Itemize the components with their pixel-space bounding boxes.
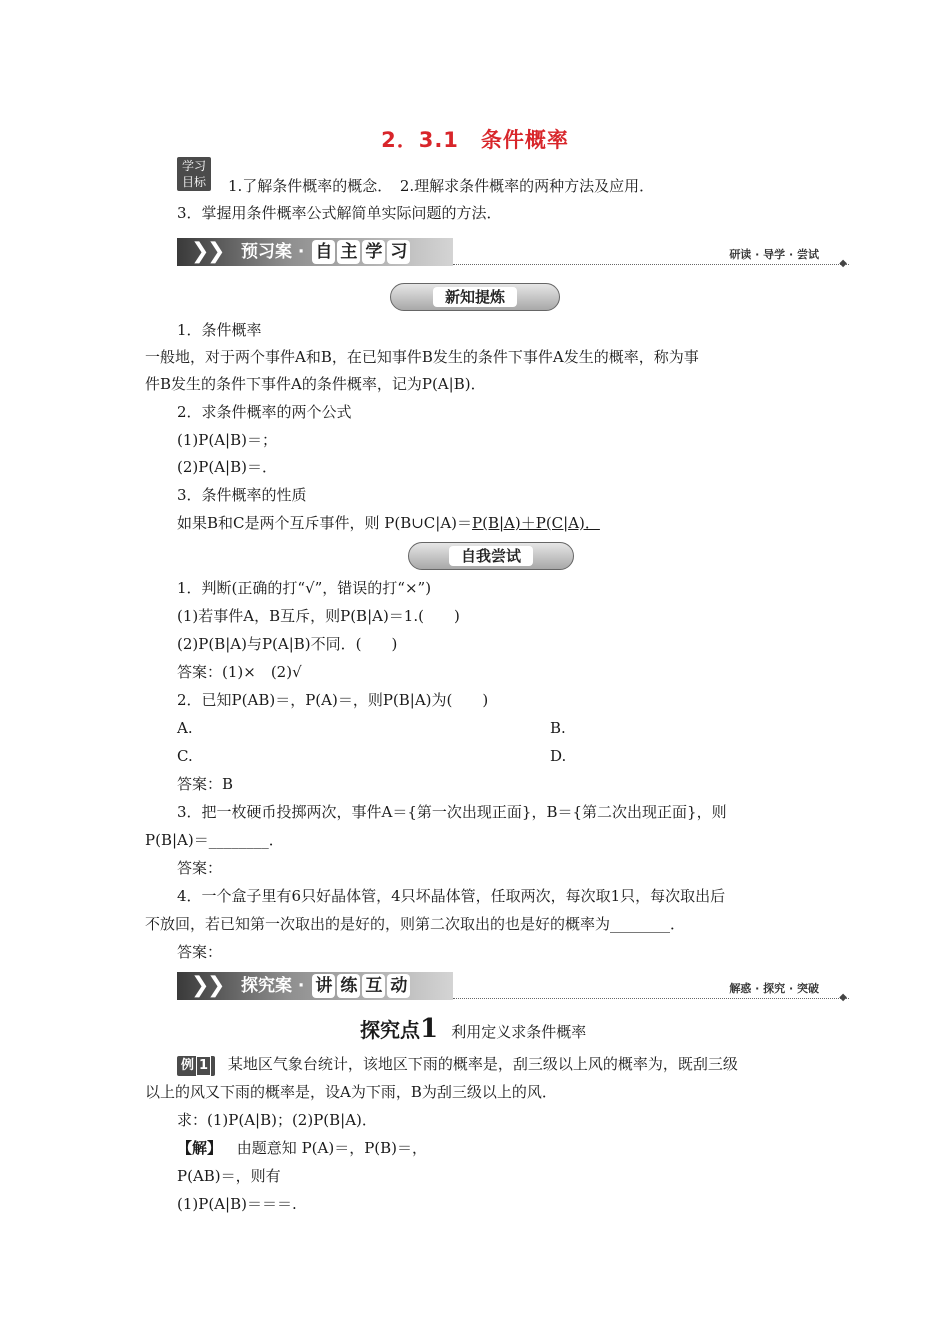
banner-tagline: 解惑 · 探究 · 突破: [729, 982, 819, 995]
solution-line-3: (1)P(A|B)＝＝＝.: [177, 1195, 297, 1213]
banner-label: [241, 974, 410, 998]
banner-dotted-rule: [453, 264, 849, 265]
badge-line-2: 目标: [181, 175, 206, 189]
definition-line-1: 一般地，对于两个事件A和B，在已知事件B发生的条件下事件A发生的概率，称为事: [145, 348, 699, 366]
question-3-line-2: P(B|A)＝________．: [145, 831, 284, 849]
banner-boxed-char: 动: [387, 974, 410, 998]
banner-boxed-char: 自: [312, 240, 335, 264]
diamond-icon: ◆: [839, 258, 847, 269]
example-number: 1: [196, 1056, 211, 1076]
question-1a: (1)若事件A，B互斥，则P(B|A)＝1.( ): [177, 607, 460, 625]
banner-dotted-rule: [453, 998, 849, 999]
question-4-line-1: 4．一个盒子里有6只好晶体管，4只坏晶体管，任取两次，每次取1只，每次取出后: [177, 887, 726, 905]
example-1-line-2: 以上的风又下雨的概率是，设A为下雨，B为刮三级以上的风．: [145, 1083, 557, 1101]
banner-boxed-char: 学: [362, 240, 385, 264]
heading-two-formulas: 2．求条件概率的两个公式: [177, 403, 352, 421]
example-1-line-1: [177, 1054, 738, 1076]
formula-1: (1)P(A|B)＝；: [177, 431, 277, 449]
option-c: C.: [177, 747, 193, 765]
heading-properties: 3．条件概率的性质: [177, 486, 307, 504]
answer-3: 答案：: [177, 859, 223, 877]
solution-text: 由题意知 P(A)＝，P(B)＝，: [236, 1139, 428, 1157]
banner-tagline: 研读 · 导学 · 尝试: [729, 248, 819, 261]
banner-label-text: 探究案: [241, 976, 292, 996]
banner-separator: ·: [297, 242, 305, 262]
definition-line-2: 件B发生的条件下事件A的条件概率，记为P(A|B)．: [145, 375, 486, 393]
question-1b: (2)P(B|A)与P(A|B)不同．( ): [177, 635, 398, 653]
explore-point-word: 探究点: [360, 1018, 420, 1042]
banner-boxed-char: 主: [337, 240, 360, 264]
formula-2: (2)P(A|B)＝．: [177, 458, 277, 476]
banner-boxed-char: 互: [362, 974, 385, 998]
property-line: [177, 513, 600, 533]
question-3-line-1: 3．把一枚硬币投掷两次，事件A＝{第一次出现正面}，B＝{第二次出现正面}，则: [177, 803, 727, 821]
solution-line-1: [177, 1138, 427, 1158]
explore-point-heading: [360, 1014, 586, 1044]
option-d: D.: [550, 747, 567, 765]
answer-1: 答案：(1)× (2)√: [177, 663, 302, 681]
explore-point-number: 1: [420, 1014, 439, 1044]
banner-boxed-char: 练: [337, 974, 360, 998]
solution-tag: 【解】: [177, 1139, 223, 1157]
banner-boxed-char: 讲: [312, 974, 335, 998]
solution-line-2: P(AB)＝，则有: [177, 1167, 281, 1185]
explore-point-description: 利用定义求条件概率: [451, 1023, 587, 1041]
badge-line-1: 学习: [181, 159, 206, 173]
banner-separator: ·: [297, 976, 305, 996]
answer-4: 答案：: [177, 943, 223, 961]
goals-line-1: 1.了解条件概率的概念． 2.理解求条件概率的两种方法及应用．: [228, 177, 655, 195]
learning-goals-badge: [177, 157, 211, 191]
banner-boxed-char: 习: [387, 240, 410, 264]
property-prefix: 如果B和C是两个互斥事件，则 P(B∪C|A)＝: [177, 514, 473, 532]
example-badge: [177, 1056, 215, 1076]
chevron-right-icon: ❯: [191, 973, 210, 998]
chevron-right-icon: ❯: [207, 239, 226, 264]
heading-conditional-probability: 1．条件概率: [177, 321, 262, 339]
chevron-right-icon: ❯: [191, 239, 210, 264]
question-1: 1．判断(正确的打“√”，错误的打“×”): [177, 579, 432, 597]
section-banner-explore: [177, 972, 849, 1004]
banner-label: [241, 240, 410, 264]
answer-2: 答案：B: [177, 775, 234, 793]
banner-label-text: 预习案: [241, 242, 292, 262]
question-4-line-2: 不放回，若已知第一次取出的是好的，则第二次取出的也是好的概率为________．: [145, 915, 686, 933]
example-text: 某地区气象台统计，该地区下雨的概率是，刮三级以上风的概率为，既刮三级: [227, 1055, 738, 1073]
property-underlined: P(B|A)＋P(C|A)．: [472, 514, 600, 532]
pill-label: 自我尝试: [449, 546, 533, 566]
option-b: B.: [550, 719, 566, 737]
section-banner-preview: [177, 238, 849, 270]
subsection-pill-self-try: [408, 542, 574, 570]
page-title: 2．3.1 条件概率: [381, 128, 569, 152]
diamond-icon: ◆: [839, 992, 847, 1003]
chevron-right-icon: ❯: [207, 973, 226, 998]
option-a: A.: [177, 719, 193, 737]
subsection-pill-new-knowledge: [390, 283, 560, 311]
example-1-line-3: 求：(1)P(A|B)；(2)P(B|A)．: [177, 1111, 377, 1129]
example-word: 例: [181, 1058, 195, 1073]
pill-label: 新知提炼: [433, 287, 517, 307]
goals-line-2: 3．掌握用条件概率公式解简单实际问题的方法．: [177, 204, 502, 222]
question-2: 2．已知P(AB)＝，P(A)＝，则P(B|A)为( ): [177, 691, 489, 709]
